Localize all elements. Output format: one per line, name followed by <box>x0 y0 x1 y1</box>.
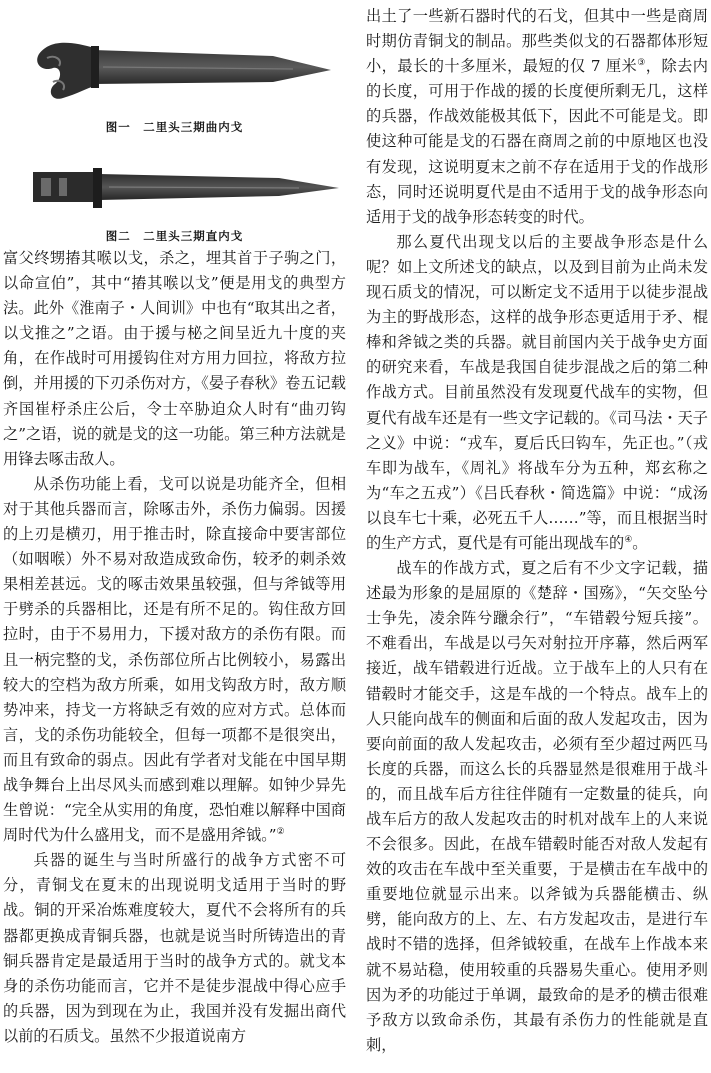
paragraph: 战车的作战方式，夏之后有不少文字记载，描述最为形象的是屈原的《楚辞・国殇》，“矢交坠兮士争先，凌余阵兮躐余行”，“车错毂兮短兵接”。不难看出，车战是以弓矢对射拉开序幕，然后两军接近，战车错毂进行近战。立于战车上的人只有在错毂时才能交手，这是车战的一个特点。战车上的人只能向战车的侧面和后面的敌人发起攻击，因为要向前面的敌人发起攻击，必须有至少超过两匹马长度的兵器，而这么长的兵器显然是很难用于战斗的，而且战车后方往往伴随有一定数量的徒兵，向战车后方的敌人发起攻击的时机对战车上的人来说不会很多。因此，在战车错毂时能否对敌人发起有效的攻击在车战中至关重要，于是横击在车战中的重要地位就显示出来。以斧钺为兵器能横击、纵劈，能向敌方的上、左、右方发起攻击，是进行车战时不错的选择，但斧钺较重，在战车上作战本来就不易站稳，使用较重的兵器易失重心。使用矛则因为矛的功能过于单调，最致命的是矛的横击很难予敌方以致命杀伤，其最有杀伤力的性能就是直刺， <box>366 559 708 1054</box>
paragraph-text: 出土了一些新石器时代的石戈，但其中一些是商周时期仿青铜戈的制品。那些类似戈的石器都体形短小，最长的十多厘米，最短的仅 7 厘米 <box>366 7 708 76</box>
paragraph-text: 。 <box>632 533 648 552</box>
paragraph-text: ，除去内的长度，可用于作战的援的长度便所剩无几，这样的兵器，作战效能极其低下，因此不可能是戈。即使这种可能是戈的石器在商周之前的中原地区也没有发现，这说明夏末之前不存在适用于戈的作战形态，同时还说明夏代是由不适用于戈的战争形态向适用于戈的战争形态转变的时代。 <box>366 57 708 226</box>
paragraph-text: 那么夏代出现戈以后的主要战争形态是什么呢？如上文所述戈的缺点，以及到目前为止尚未发现石质戈的情况，可以断定戈不适用于以徒步混战为主的野战形态，这样的战争形态更适用于矛、棍棒和斧钺之类的兵器。就目前国内关于战争史方面的研究来看，车战是我国自徒步混战之后的第二种作战方式。目前虽然没有发现夏代战车的实物，但夏代有战车还是有一些文字记载的。《司马法・天子之义》中说：“戎车，夏后氏曰钩车，先正也。”（戎车即为战车，《周礼》将战车分为五种，郑玄称之为“车之五戎”）《吕氏春秋・简选篇》中说：“成汤以良车七十乘，必死五千人……”等，而且根据当时的生产方式，夏代是有可能出现战车的 <box>366 232 708 552</box>
figure-1 <box>3 4 346 154</box>
footnote-ref: ③ <box>637 58 646 69</box>
footnote-ref: ④ <box>624 534 633 545</box>
footnote-ref: ② <box>276 827 285 838</box>
paragraph <box>366 230 708 556</box>
figure-1-image <box>33 32 333 108</box>
paragraph <box>366 4 708 230</box>
paragraph: 兵器的诞生与当时所盛行的战争方式密不可分，青铜戈在夏末的出现说明戈适用于当时的野战。铜的开采冶炼难度较大，夏代不会将所有的兵器都更换成青铜兵器，也就是说当时所铸造出的青铜兵器肯定是最适用于当时的战争方式的。就戈本身的杀伤功能而言，它并不是徒步混战中得心应手的兵器，因为到现在为止，我国并没有发掘出商代以前的石质戈。虽然不少报道说南方 <box>3 851 346 1045</box>
figure-2-image <box>29 164 341 214</box>
paragraph <box>3 472 346 848</box>
right-column <box>366 4 708 1058</box>
left-column-text: 图二 二里头三期直内戈 富父终甥摏其喉以戈，杀之，埋其首于子驹之门，以命宣伯”，其中“摏其喉以戈”便是用戈的典型方法。此外《淮南子・人间训》中也有“取其出之者，以戈推之”之语。由于援与柲之间呈近九十度的夹角，在作战时可用援钩住对方用力回拉，将敌方拉倒，并用援的下刃杀伤对方，《晏子春秋》卷五记载齐国崔杼杀庄公后，令士卒胁迫众人时有“曲刃钩之”之语，说的就是戈的这一功能。第三种方法就是用锋去啄击敌人。 从杀伤功能上看，戈可以说是功能齐全，但相对于其他兵器而言，除啄击外，杀伤力偏弱。因援的上刃是横刃，用于推击时，除直接命中要害部位（如咽喉）外不易对敌造成致命伤，较矛的刺杀效果相差甚远。戈的啄击效果虽较强，但与斧钺等用于劈杀的兵器相比，还是有所不足的。钩住敌方回拉时，由于不易用力，下援对敌方的杀伤有限。而且一柄完整的戈，杀伤部位所占比例较小，易露出较大的空档为敌方所乘，如用戈钩敌方时，敌方顺势冲来，持戈一方将缺乏有效的应对方式。总体而言，戈的杀伤功能较全，但每一项都不是很突出，而且有致命的弱点。因此有学者对戈能在中国早期战争舞台上出尽风头而感到难以理解。如钟少异先生曾说：“完全从实用的角度，恐怕难以解释中国商周时代为什么盛用戈，而不是盛用斧钺。”② 兵器的诞生与当时所盛行的战争方式密不可分，青铜戈在夏末的出现说明戈适用于当时的野战。铜的开采冶炼难度较大，夏代不会将所有的兵器都更换成青铜兵器，也就是说当时所铸造出的青铜兵器肯定是最适用于当时的战争方式的。就戈本身的杀伤功能而言，它并不是徒步混战中得心应手的兵器，因为到现在为止，我国并没有发掘出商代以前的石质戈。虽然不少报道说南方 <box>3 246 346 1049</box>
paragraph-text: 从杀伤功能上看，戈可以说是功能齐全，但相对于其他兵器而言，除啄击外，杀伤力偏弱。因援的上刃是横刃，用于推击时，除直接命中要害部位（如咽喉）外不易对敌造成致命伤，较矛的刺杀效果相差甚远。戈的啄击效果虽较强，但与斧钺等用于劈杀的兵器相比，还是有所不足的。钩住敌方回拉时，由于不易用力，下援对敌方的杀伤有限。而且一柄完整的戈，杀伤部位所占比例较小，易露出较大的空档为敌方所乘，如用戈钩敌方时，敌方顺势冲来，持戈一方将缺乏有效的应对方式。总体而言，戈的杀伤功能较全，但每一项都不是很突出，而且有致命的弱点。因此有学者对戈能在中国早期战争舞台上出尽风头而感到难以理解。如钟少异先生曾说：“完全从实用的角度，恐怕难以解释中国商周时代为什么盛用戈，而不是盛用斧钺。” <box>3 474 346 845</box>
left-column <box>3 4 346 1045</box>
figure-1-caption: 图一 二里头三期曲内戈 <box>105 120 244 134</box>
paragraph: 富父终甥摏其喉以戈，杀之，埋其首于子驹之门，以命宣伯”，其中“摏其喉以戈”便是用戈的典型方法。此外《淮南子・人间训》中也有“取其出之者，以戈推之”之语。由于援与柲之间呈近九十度的夹角，在作战时可用援钩住对方用力回拉，将敌方拉倒，并用援的下刃杀伤对方，《晏子春秋》卷五记载齐国崔杼杀庄公后，令士卒胁迫众人时有“曲刃钩之”之语，说的就是戈的这一功能。第三种方法就是用锋去啄击敌人。 <box>3 249 346 468</box>
